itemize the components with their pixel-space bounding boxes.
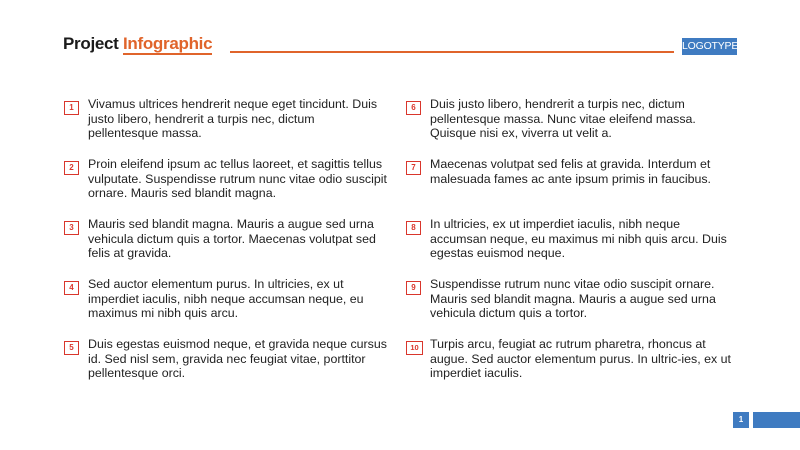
item-text: In ultricies, ex ut imperdiet iaculis, nibh neque accumsan neque, eu maximus mi nibh quis arcu. Duis egestas euismod neque. xyxy=(430,217,727,260)
list-item xyxy=(64,217,384,277)
list-item xyxy=(406,217,726,277)
item-text: Vivamus ultrices hendrerit neque eget tincidunt. Duis justo libero, hendrerit a turpis nec, dictum pellentesque massa. xyxy=(88,97,378,140)
item-text: Maecenas volutpat sed felis at gravida. Interdum et malesuada fames ac ante ipsum primis in faucibus. xyxy=(430,157,711,186)
list-item xyxy=(406,97,726,157)
left-column xyxy=(64,97,387,397)
item-number-badge: 2 xyxy=(64,161,79,175)
list-item xyxy=(64,157,387,217)
list-item xyxy=(406,277,726,337)
item-number-badge: 9 xyxy=(406,281,421,295)
item-number-badge: 10 xyxy=(406,341,423,355)
header-divider-line xyxy=(230,51,674,53)
item-text: Turpis arcu, feugiat ac rutrum pharetra, rhoncus at augue. Sed auctor elementum purus. In ultric-ies, ex ut imperdiet iaculis. xyxy=(430,337,731,380)
right-column xyxy=(406,97,731,397)
item-number-badge: 4 xyxy=(64,281,79,295)
item-number-badge: 6 xyxy=(406,101,421,115)
list-item xyxy=(64,97,384,157)
item-number-badge: 1 xyxy=(64,101,79,115)
page-title xyxy=(63,34,212,54)
logotype-badge: LOGOTYPE xyxy=(682,38,737,55)
item-number-badge: 8 xyxy=(406,221,421,235)
item-text: Suspendisse rutrum nunc vitae odio suscipit ornare. Mauris sed blandit magna. Mauris a augue sed urna vehicula dictum quis a tortor. xyxy=(430,277,716,320)
list-item xyxy=(406,337,731,397)
item-number-badge: 5 xyxy=(64,341,79,355)
title-accent: Infographic xyxy=(122,34,213,53)
item-number-badge: 3 xyxy=(64,221,79,235)
item-text: Sed auctor elementum purus. In ultricies, ex ut imperdiet iaculis, nibh neque accumsan neque, eu maximus mi nibh quis arcu. xyxy=(88,277,364,320)
item-text: Duis egestas euismod neque, et gravida neque cursus id. Sed nisl sem, gravida nec feugiat vitae, porttitor pellentesque orci. xyxy=(88,337,387,380)
list-item xyxy=(64,337,387,397)
item-text: Proin eleifend ipsum ac tellus laoreet, et sagittis tellus vulputate. Suspendisse rutrum nunc vitae odio suscipit ornare. Mauris sed blandit magna. xyxy=(88,157,387,200)
slide-header xyxy=(63,34,737,56)
item-text: Duis justo libero, hendrerit a turpis nec, dictum pellentesque massa. Nunc vitae eleifend massa. Quisque nisi ex, viverra ut velit a. xyxy=(430,97,696,140)
list-item xyxy=(406,157,726,217)
page-number-badge: 1 xyxy=(733,412,749,428)
title-primary: Project xyxy=(63,34,119,53)
list-item xyxy=(64,277,384,337)
item-text: Mauris sed blandit magna. Mauris a augue sed urna vehicula dictum quis a tortor. Maecenas volutpat sed felis at gravida. xyxy=(88,217,376,260)
footer-accent-bar xyxy=(753,412,800,428)
item-number-badge: 7 xyxy=(406,161,421,175)
